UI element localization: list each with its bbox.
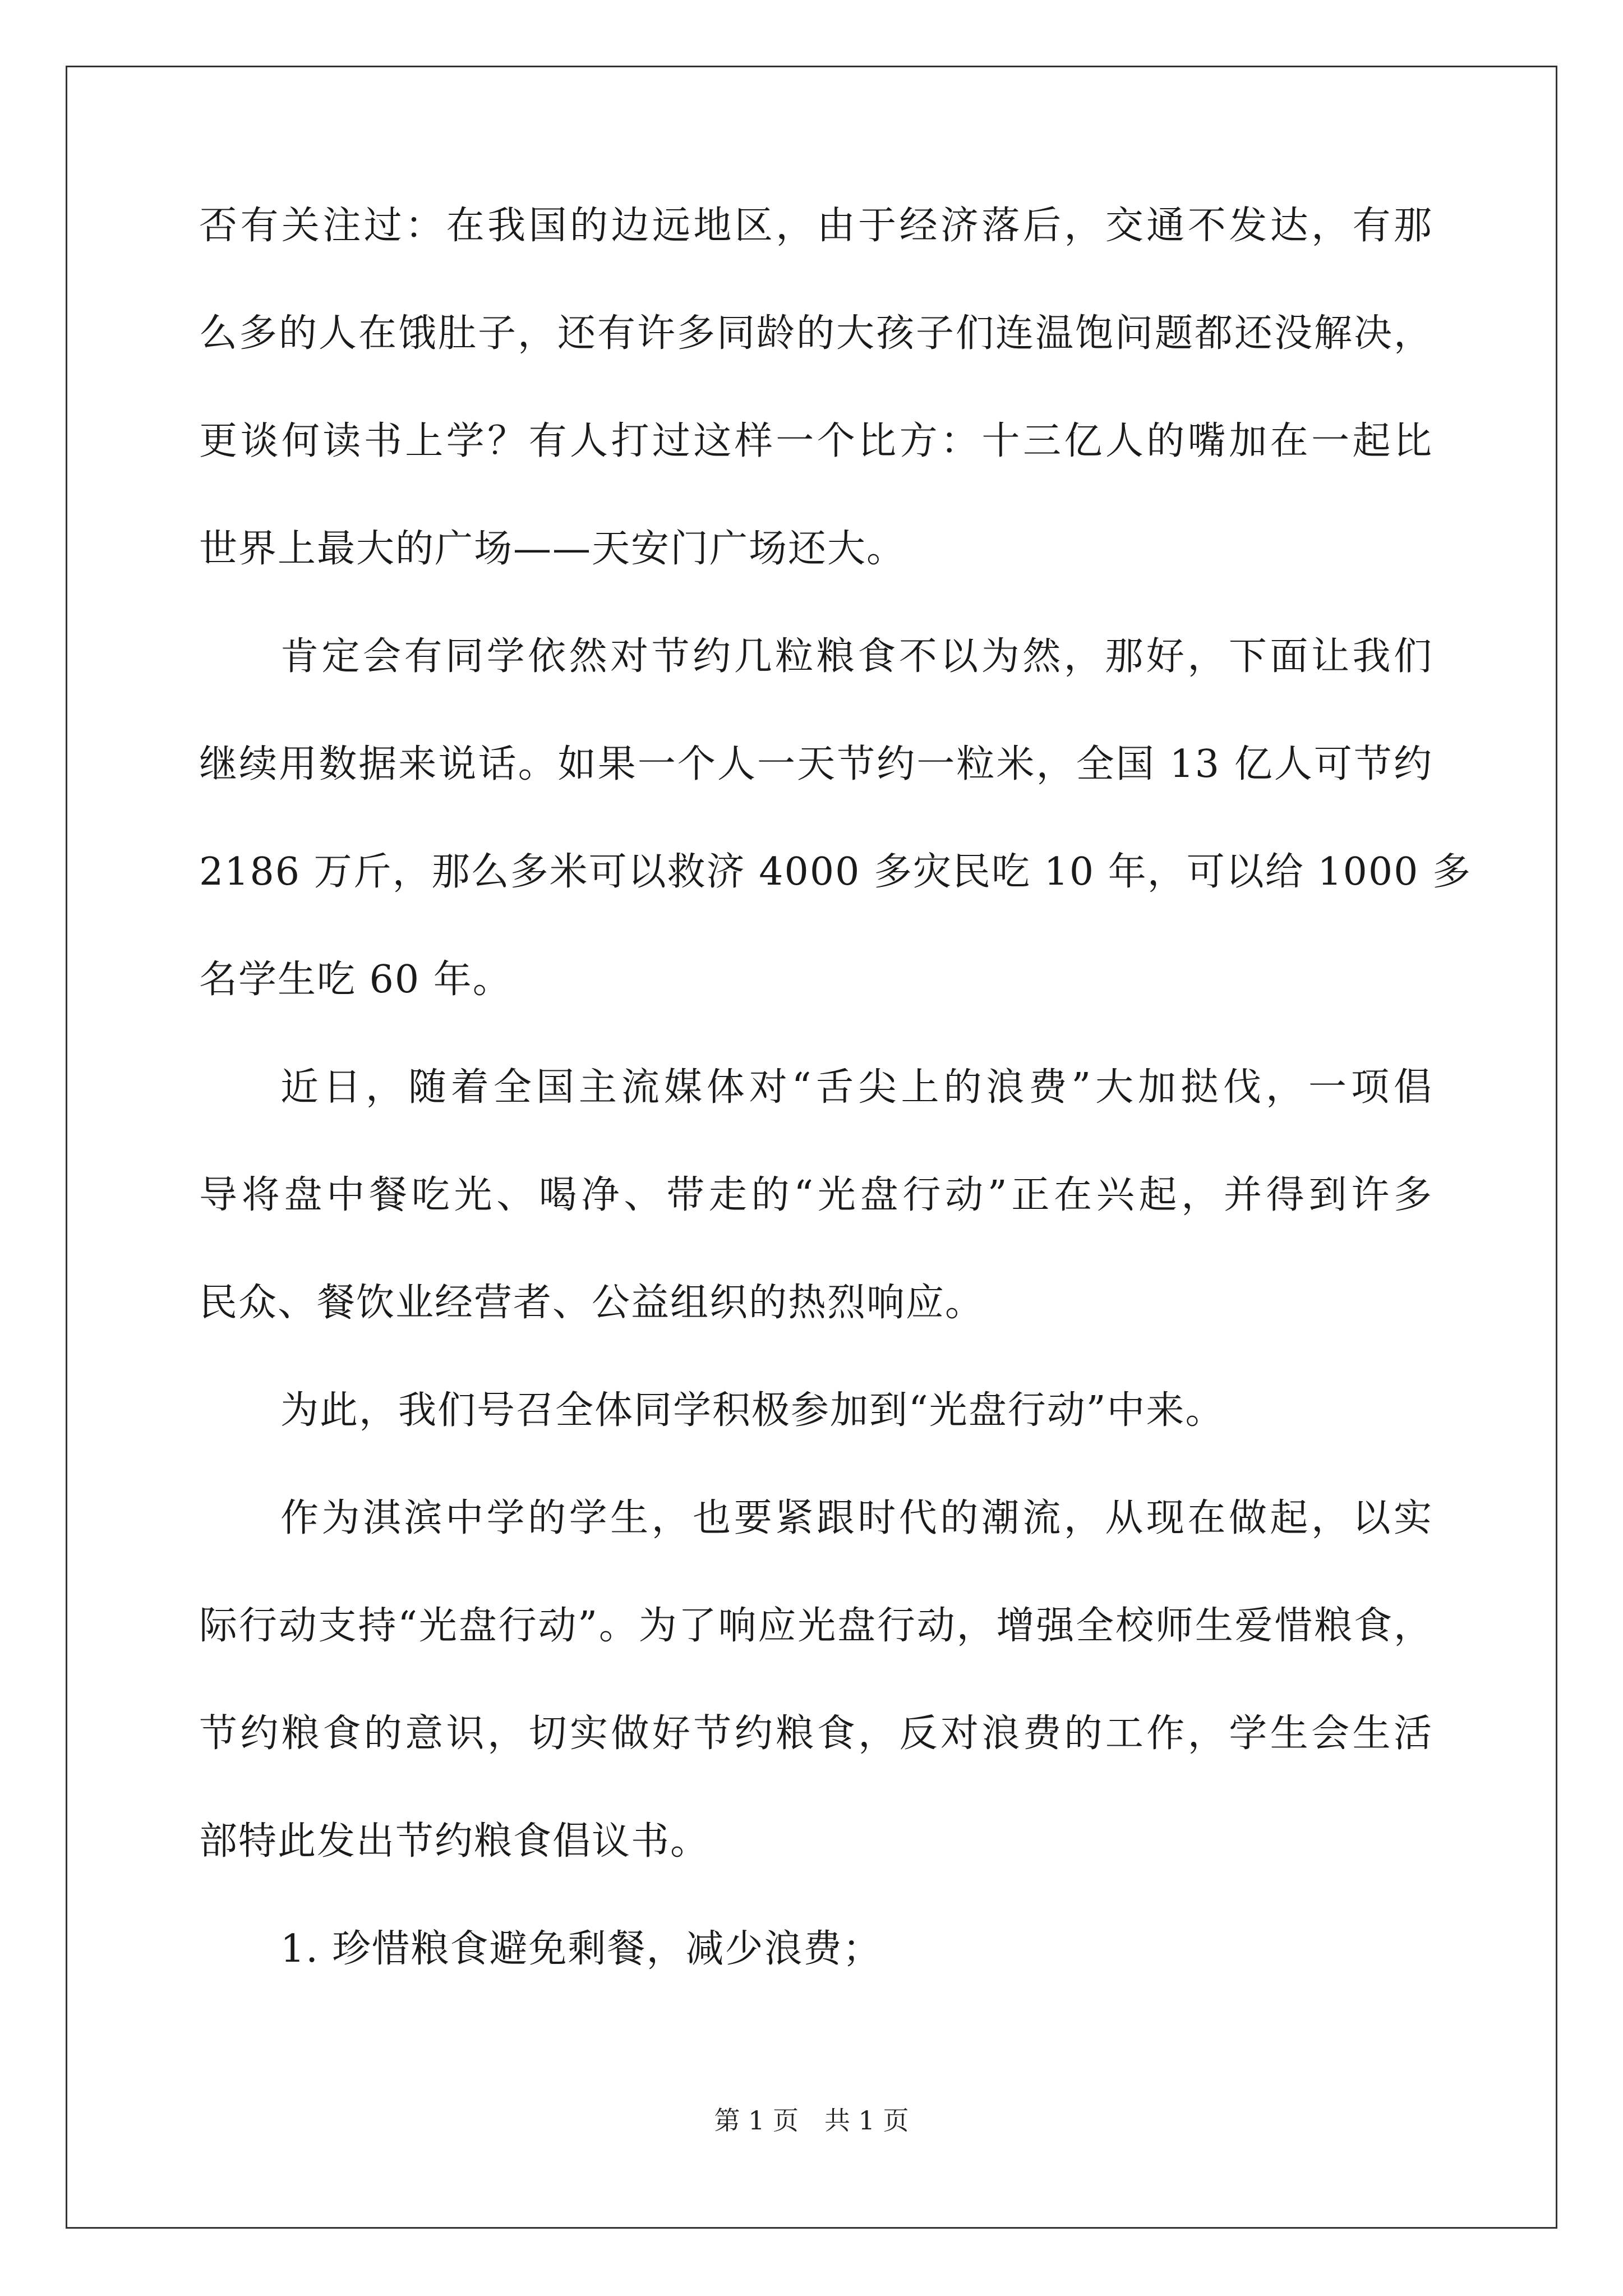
text-line: 否有关注过：在我国的边远地区，由于经济落后，交通不发达，有那: [199, 204, 1433, 248]
text-line: 导将盘中餐吃光、喝净、带走的“光盘行动”正在兴起，并得到许多: [199, 1173, 1433, 1217]
text-line: 2186 万斤，那么多米可以救济 4000 多灾民吃 10 年，可以给 1000 多: [199, 850, 1472, 894]
list-item: 1. 珍惜粮食避免剩餐，减少浪费；: [280, 1927, 882, 1971]
text-line: 部特此发出节约粮食倡议书。: [199, 1819, 710, 1864]
text-line: 继续用数据来说话。如果一个人一天节约一粒米，全国 13 亿人可节约: [199, 742, 1433, 786]
text-line: 近日，随着全国主流媒体对“舌尖上的浪费”大加挞伐，一项倡: [280, 1065, 1433, 1110]
text-line: 际行动支持“光盘行动”。为了响应光盘行动，增强全校师生爱惜粮食，: [199, 1604, 1433, 1648]
text-line: 作为淇滨中学的学生，也要紧跟时代的潮流，从现在做起，以实: [280, 1496, 1433, 1540]
text-line: 名学生吃 60 年。: [199, 958, 512, 1002]
text-line: 肯定会有同学依然对节约几粒粮食不以为然，那好，下面让我们: [280, 634, 1433, 679]
text-line: 为此，我们号召全体同学积极参加到“光盘行动”中来。: [280, 1388, 1225, 1433]
text-line: 节约粮食的意识，切实做好节约粮食，反对浪费的工作，学生会生活: [199, 1711, 1433, 1756]
text-line: 么多的人在饿肚子，还有许多同龄的大孩子们连温饱问题都还没解决，: [199, 311, 1433, 356]
page-number-footer: 第 1 页 共 1 页: [714, 2105, 909, 2136]
text-line: 世界上最大的广场——天安门广场还大。: [199, 527, 906, 571]
text-line: 民众、餐饮业经营者、公益组织的热烈响应。: [199, 1281, 985, 1325]
text-line: 更谈何读书上学？有人打过这样一个比方：十三亿人的嘴加在一起比: [199, 419, 1433, 463]
document-body: [199, 199, 1472, 2030]
